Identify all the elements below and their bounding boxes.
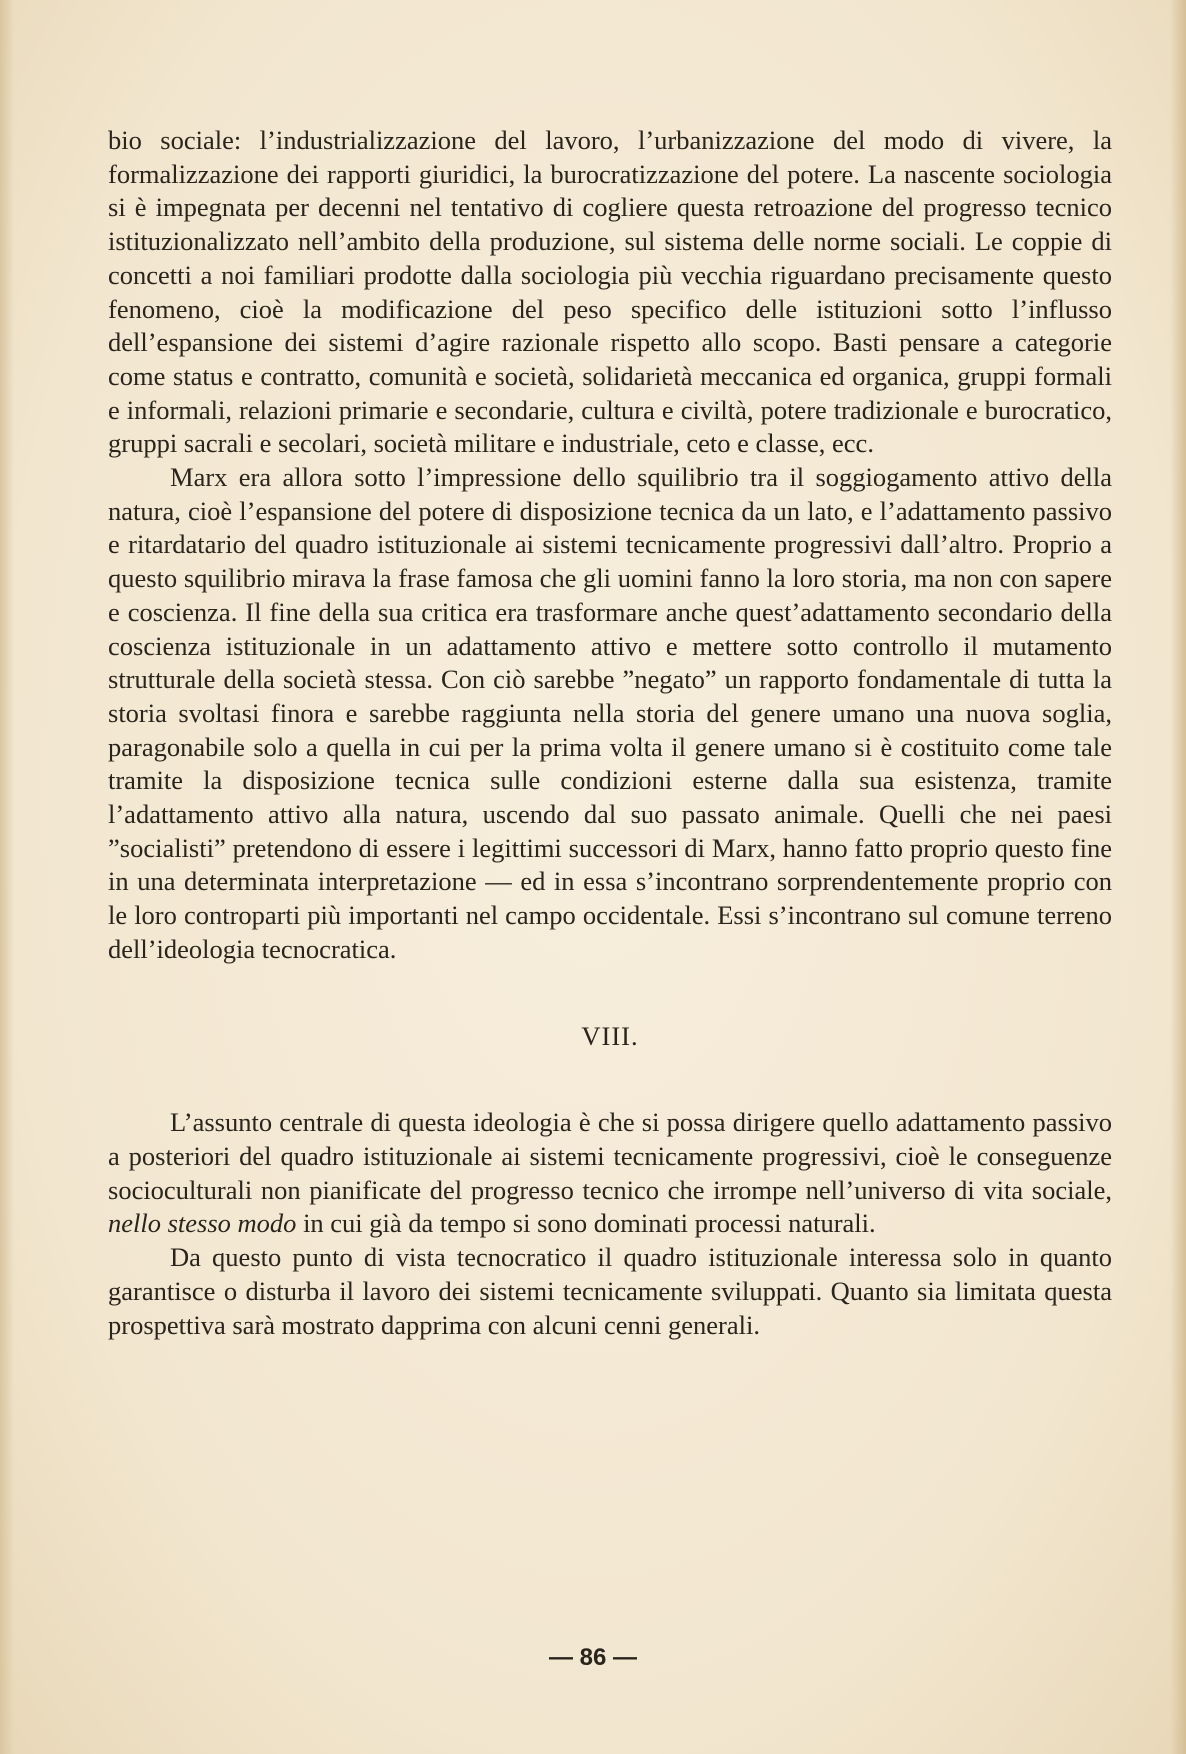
paragraph-marx: Marx era allora sotto l’impressione dello squilibrio tra il soggiogamento attivo della natura, cioè l’espansione del potere di disposizione tecnica da un lato, e l’adattamento passivo e ritardatario del quadro istituzionale ai sistemi tecnicamente progressivi dall’altro. Proprio a questo squilibrio mirava la frase famosa che gli uomini fanno la loro storia, ma non con sapere e coscienza. Il fine della sua critica era trasformare anche quest’adattamento secondario della coscienza istituzionale in un adattamento attivo e mettere sotto controllo il mutamento strutturale della società stessa. Con ciò sarebbe ”negato” un rapporto fondamentale di tutta la storia svoltasi finora e sarebbe raggiunta nella storia del genere umano una nuova soglia, paragonabile solo a quella in cui per la prima volta il genere umano si è costituito come tale tramite la disposizione tecnica sulle condizioni esterne dalla sua esistenza, tramite l’adattamento attivo alla natura, uscendo dal suo passato animale. Quelli che nei paesi ”socialisti” pretendono di essere i legittimi successori di Marx, hanno fatto proprio questo fine in una determinata interpretazione — ed in essa s’incontrano sorprendentemente proprio con le loro controparti più importanti nel campo occidentale. Essi s’incontrano sul comune terreno dell’ideologia tecnocratica. bbox=[108, 462, 1112, 964]
page-right-edge bbox=[1170, 0, 1186, 1754]
body-text bbox=[108, 124, 1112, 1342]
page-number: — 86 — bbox=[548, 1644, 638, 1671]
paragraph-text-part: L’assunto centrale di questa ideologia è che si possa dirigere quello adattamento passivo a posteriori del quadro istituzionale ai sistemi tecnicamente progressivi, cioè le conseguenze socioculturali non pianificate del progresso tecnico che irrompe nell’universo di vita sociale, bbox=[108, 1107, 1112, 1205]
section-heading: VIII. bbox=[581, 1020, 639, 1051]
paragraph-institutional-framework: Da questo punto di vista tecnocratico il quadro istituzionale interessa solo in quanto garantisce o disturba il lavoro dei sistemi tecnicamente sviluppati. Quanto sia limitata questa prospettiva sarà mostrato dapprima con alcuni cenni generali. bbox=[108, 1242, 1112, 1340]
page-left-edge bbox=[0, 0, 14, 1754]
italic-emphasis: nello stesso modo bbox=[108, 1208, 297, 1239]
paragraph-text-part: in cui già da tempo si sono dominati processi naturali. bbox=[303, 1208, 876, 1239]
paragraph-technocratic-ideology bbox=[108, 1106, 1112, 1241]
paragraph-continued: bio sociale: l’industrializzazione del lavoro, l’urbanizzazione del modo di vivere, la formalizzazione dei rapporti giuridici, la burocratizzazione del potere. La nascente sociologia si è impegnata per decenni nel tentativo di cogliere questa retroazione del progresso tecnico istituzionalizzato nell’ambito della produzione, sul sistema delle norme sociali. Le coppie di concetti a noi familiari prodotte dalla sociologia più vecchia riguardano precisamente questo fenomeno, cioè la modificazione del peso specifico delle istituzioni sotto l’influsso dell’espansione dei sistemi d’agire razionale rispetto allo scopo. Basti pensare a categorie come status e contratto, comunità e società, solidarietà meccanica ed organica, gruppi formali e informali, relazioni primarie e secondarie, cultura e civiltà, potere tradizionale e burocratico, gruppi sacrali e secolari, società militare e industriale, ceto e classe, ecc. bbox=[108, 125, 1112, 459]
